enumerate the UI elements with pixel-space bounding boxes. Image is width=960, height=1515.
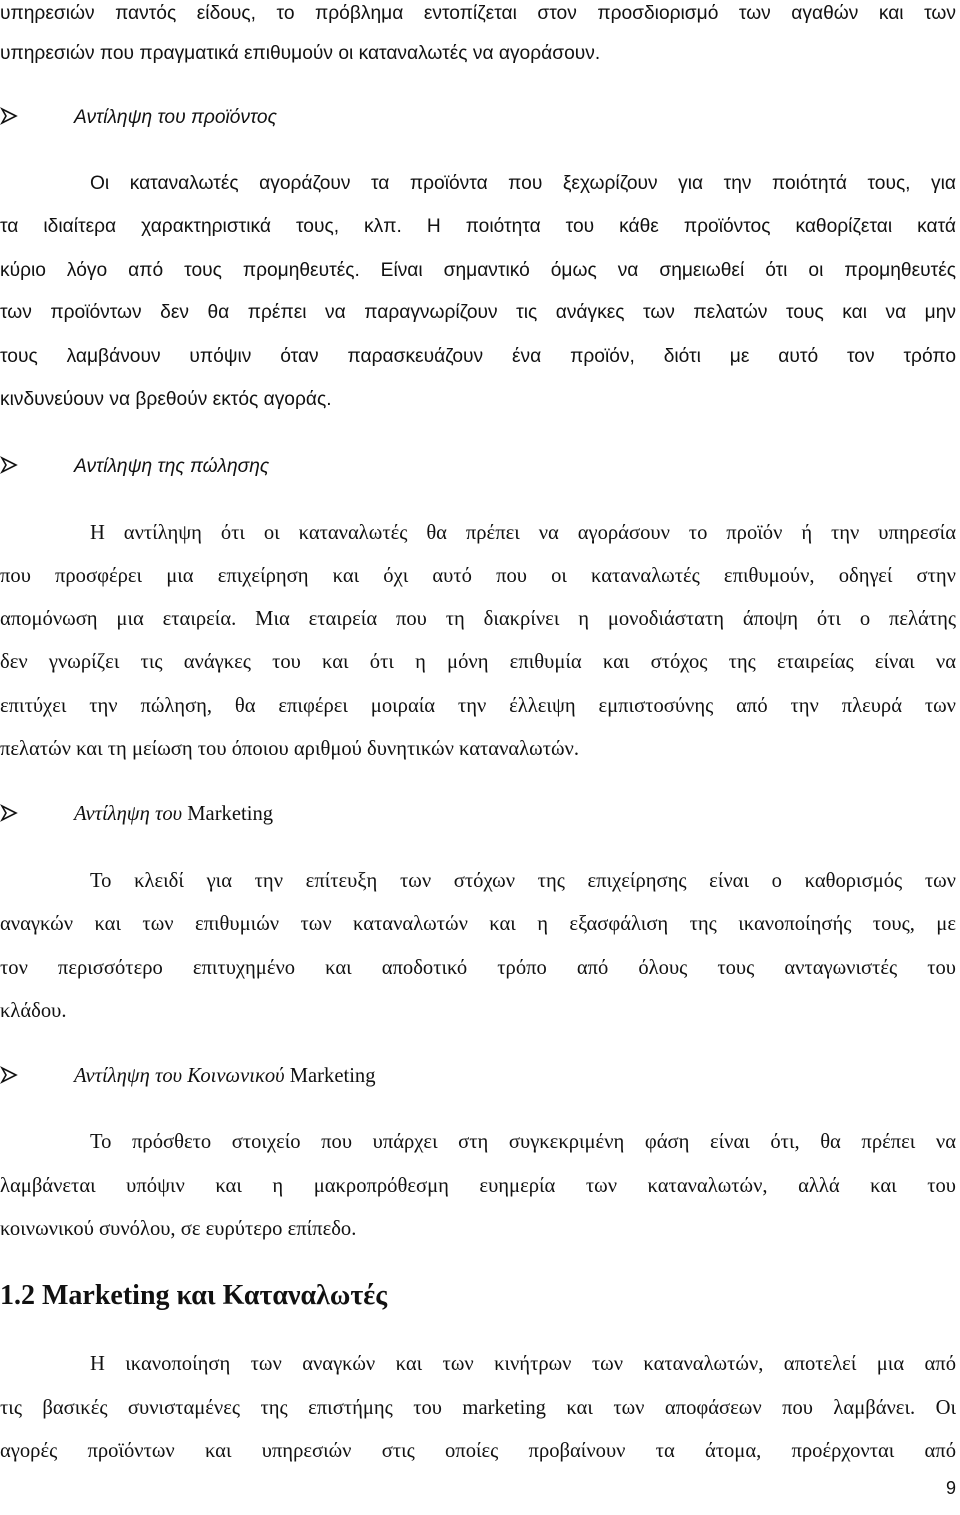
arrowhead-bullet-icon: [0, 1062, 22, 1090]
body-line: απομόνωση μια εταιρεία. Μια εταιρεία που τη διακρίνει η μονοδιάστατη άποψη ότι ο πελάτης: [0, 608, 956, 630]
body-line: κλάδου.: [0, 1000, 67, 1022]
bullet-label: Αντίληψη του Κοινωνικού: [74, 1065, 285, 1087]
arrowhead-bullet-icon: [0, 800, 22, 828]
bullet-label: Αντίληψη της πώλησης: [74, 456, 270, 477]
body-line: Η αντίληψη ότι οι καταναλωτές θα πρέπει να αγοράσουν το προϊόν ή την υπηρεσία: [90, 522, 956, 544]
body-line: υπηρεσιών που πραγματικά επιθυμούν οι καταναλωτές να αγοράσουν.: [0, 43, 601, 64]
body-line: τον περισσότερο επιτυχημένο και αποδοτικό τρόπο από όλους τους ανταγωνιστές του: [0, 957, 956, 979]
body-line: Οι καταναλωτές αγοράζουν τα προϊόντα που ξεχωρίζουν για την ποιότητά τους, για: [90, 173, 956, 194]
body-line: Η ικανοποίηση των αναγκών και των κινήτρων των καταναλωτών, αποτελεί μια από: [90, 1353, 956, 1375]
body-line: αγορές προϊόντων και υπηρεσιών στις οποίες προβαίνουν τα άτομα, προέρχονται από: [0, 1440, 956, 1462]
bullet-label: Αντίληψη του προϊόντος: [74, 107, 277, 128]
body-line: δεν γνωρίζει τις ανάγκες του και ότι η μόνη επιθυμία και στόχος της εταιρείας είναι να: [0, 651, 956, 673]
body-line: που προσφέρει μια επιχείρηση και όχι αυτό που οι καταναλωτές επιθυμούν, οδηγεί στην: [0, 565, 956, 587]
bullet-item-product: [0, 103, 956, 132]
body-line: Το κλειδί για την επίτευξη των στόχων της επιχείρησης είναι ο καθορισμός των: [90, 870, 956, 892]
bullet-item-marketing: [0, 800, 956, 828]
body-line: τα ιδιαίτερα χαρακτηριστικά τους, κλπ. Η ποιότητα του κάθε προϊόντος καθορίζεται κατά: [0, 216, 956, 237]
body-line: κινδυνεύουν να βρεθούν εκτός αγοράς.: [0, 389, 332, 410]
body-line: αναγκών και των επιθυμιών των καταναλωτών και η εξασφάλιση της ικανοποίησής τους, με: [0, 913, 956, 935]
bullet-label-rest: Marketing: [289, 1065, 376, 1087]
bullet-label-rest: Marketing: [187, 803, 274, 825]
body-line: [0, 256, 956, 285]
body-line: υπηρεσιών παντός είδους, το πρόβλημα εντοπίζεται στον προσδιορισμό των αγαθών και των: [0, 3, 956, 24]
section-heading: 1.2 Marketing και Καταναλωτές: [0, 1280, 388, 1311]
body-line: τις βασικές συνισταμένες της επιστήμης του marketing και των αποφάσεων που λαμβάνει. Οι: [0, 1397, 956, 1419]
body-line: επιτύχει την πώληση, θα επιφέρει μοιραία την έλλειψη εμπιστοσύνης από την πλευρά των: [0, 695, 956, 717]
body-fragment: κύριο λόγο από τους προμηθευτές.: [0, 260, 360, 281]
arrowhead-bullet-icon: [0, 452, 22, 480]
body-line: των προϊόντων δεν θα πρέπει να παραγνωρίζουν τις ανάγκες των πελατών τους και να μην: [0, 302, 956, 323]
body-line: κοινωνικού συνόλου, σε ευρύτερο επίπεδο.: [0, 1218, 357, 1240]
body-line: πελατών και τη μείωση του όποιου αριθμού δυνητικών καταναλωτών.: [0, 738, 580, 760]
bullet-item-sales: [0, 452, 956, 481]
bullet-item-social-marketing: [0, 1062, 956, 1090]
bullet-label: Αντίληψη του: [74, 803, 183, 825]
body-line: τους λαμβάνουν υπόψιν όταν παρασκευάζουν ένα προϊόν, διότι με αυτό τον τρόπο: [0, 346, 956, 367]
body-line: Το πρόσθετο στοιχείο που υπάρχει στη συγκεκριμένη φάση είναι ότι, θα πρέπει να: [90, 1131, 956, 1153]
arrowhead-bullet-icon: [0, 103, 22, 131]
body-line: λαμβάνεται υπόψιν και η μακροπρόθεσμη ευημερία των καταναλωτών, αλλά και του: [0, 1175, 956, 1197]
page-number: 9: [945, 1478, 956, 1498]
body-fragment: Είναι σημαντικό όμως να σημειωθεί ότι οι προμηθευτές: [380, 260, 956, 281]
